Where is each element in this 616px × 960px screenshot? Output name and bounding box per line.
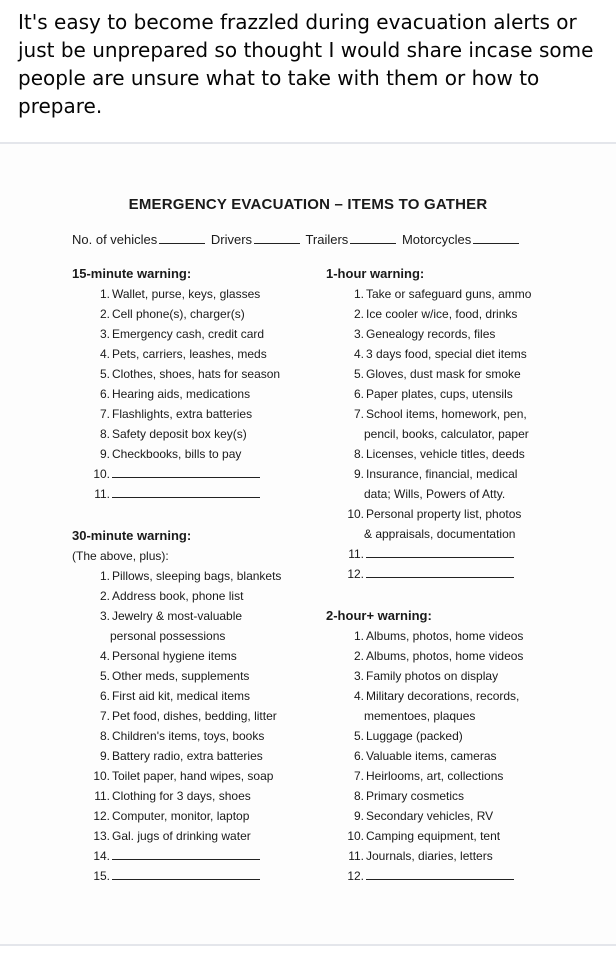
item-number: 11.	[348, 849, 364, 863]
item-number: 9.	[353, 809, 364, 823]
item-number: 4.	[99, 649, 110, 663]
item-number: 8.	[99, 427, 110, 441]
item-number: 3.	[353, 327, 364, 341]
divider	[0, 944, 616, 946]
item-number: 1.	[353, 287, 364, 301]
item-text: Personal hygiene items	[112, 649, 237, 663]
section-15-minute	[72, 264, 280, 504]
item-text: First aid kit, medical items	[112, 689, 251, 703]
item-text: Luggage (packed)	[366, 729, 463, 743]
item-text: Pets, carriers, leashes, meds	[112, 347, 267, 361]
list-item	[326, 686, 523, 706]
blank-line	[112, 485, 260, 498]
item-list	[326, 626, 523, 886]
list-item	[72, 484, 280, 504]
list-item	[72, 666, 281, 686]
evacuation-checklist-image	[0, 144, 616, 944]
item-number: 14.	[93, 849, 110, 863]
item-text: Gloves, dust mask for smoke	[366, 367, 521, 381]
item-number: 10.	[93, 467, 110, 481]
list-item	[326, 726, 523, 746]
list-item	[72, 364, 280, 384]
list-item	[326, 646, 523, 666]
list-item	[326, 806, 523, 826]
blank-line	[112, 847, 260, 860]
item-list	[72, 284, 280, 504]
vehicle-count-line	[72, 232, 521, 247]
list-item	[326, 826, 523, 846]
list-item	[326, 404, 531, 424]
item-text: Wallet, purse, keys, glasses	[112, 287, 261, 301]
item-list	[326, 284, 531, 584]
list-item	[72, 444, 280, 464]
list-item	[326, 544, 531, 564]
list-item	[72, 284, 280, 304]
list-item	[326, 344, 531, 364]
trailers-label: Trailers	[305, 232, 349, 247]
item-number: 4.	[353, 347, 364, 361]
item-text: Clothing for 3 days, shoes	[112, 789, 251, 803]
item-number: 5.	[353, 729, 364, 743]
blank-line	[112, 867, 260, 880]
list-item	[326, 626, 523, 646]
item-text: Insurance, financial, medical	[366, 467, 518, 481]
item-number: 9.	[99, 447, 110, 461]
item-number: 11.	[94, 789, 110, 803]
item-number: 2.	[99, 307, 110, 321]
section-title: 1-hour warning:	[326, 266, 425, 281]
item-text: Family photos on display	[366, 669, 499, 683]
drivers-blank	[254, 234, 300, 244]
item-text: Checkbooks, bills to pay	[112, 447, 242, 461]
item-text: Other meds, supplements	[112, 669, 250, 683]
blank-line	[366, 565, 514, 578]
item-number: 11.	[348, 547, 364, 561]
item-number: 1.	[99, 287, 110, 301]
item-number: 8.	[99, 729, 110, 743]
item-number: 13.	[93, 829, 110, 843]
item-number: 11.	[94, 487, 110, 501]
list-item	[72, 766, 281, 786]
list-item	[72, 746, 281, 766]
item-number: 7.	[353, 769, 364, 783]
list-item	[72, 324, 280, 344]
item-text-continued: mementoes, plaques	[364, 709, 476, 723]
item-text: Pet food, dishes, bedding, litter	[112, 709, 277, 723]
item-number: 4.	[353, 689, 364, 703]
blank-line	[366, 867, 514, 880]
section-subtitle: (The above, plus):	[72, 549, 169, 563]
document-title: EMERGENCY EVACUATION – ITEMS TO GATHER	[128, 196, 488, 213]
item-text: Genealogy records, files	[366, 327, 496, 341]
list-item	[72, 586, 281, 606]
item-text: School items, homework, pen,	[366, 407, 527, 421]
section-2-hour	[326, 606, 523, 886]
item-number: 1.	[99, 569, 110, 583]
motorcycles-label: Motorcycles	[401, 232, 472, 247]
item-text: Battery radio, extra batteries	[112, 749, 263, 763]
item-number: 3.	[99, 609, 110, 623]
item-text: Jewelry & most-valuable	[112, 609, 243, 623]
item-text: Cell phone(s), charger(s)	[112, 307, 245, 321]
item-number: 9.	[353, 467, 364, 481]
list-item	[72, 606, 281, 626]
item-number: 1.	[353, 629, 364, 643]
list-item	[72, 404, 280, 424]
item-text: Children's items, toys, books	[112, 729, 265, 743]
list-item	[326, 384, 531, 404]
list-item	[326, 444, 531, 464]
list-item	[326, 564, 531, 584]
item-text: Toilet paper, hand wipes, soap	[112, 769, 274, 783]
item-text: Valuable items, cameras	[366, 749, 497, 763]
item-text-continued: personal possessions	[110, 629, 226, 643]
item-text: Computer, monitor, laptop	[112, 809, 250, 823]
list-item	[326, 304, 531, 324]
trailers-blank	[350, 234, 396, 244]
item-text: Licenses, vehicle titles, deeds	[366, 447, 525, 461]
item-number: 2.	[99, 589, 110, 603]
list-item	[72, 686, 281, 706]
list-item	[72, 866, 281, 886]
item-text: Safety deposit box key(s)	[112, 427, 247, 441]
item-number: 6.	[353, 387, 364, 401]
item-number: 8.	[353, 789, 364, 803]
item-number: 2.	[353, 307, 364, 321]
list-item	[72, 786, 281, 806]
list-item	[326, 666, 523, 686]
list-item	[326, 284, 531, 304]
item-text: Address book, phone list	[112, 589, 244, 603]
item-number: 10.	[347, 829, 364, 843]
item-text: Paper plates, cups, utensils	[366, 387, 513, 401]
section-title: 2-hour+ warning:	[326, 608, 432, 623]
list-item	[72, 424, 280, 444]
vehicles-label: No. of vehicles	[72, 232, 158, 247]
list-item	[326, 504, 531, 524]
item-number: 7.	[353, 407, 364, 421]
list-item	[72, 846, 281, 866]
list-item	[72, 706, 281, 726]
blank-line	[366, 545, 514, 558]
item-number: 4.	[99, 347, 110, 361]
item-text-continued: & appraisals, documentation	[364, 527, 516, 541]
item-text: Military decorations, records,	[366, 689, 520, 703]
list-item	[72, 646, 281, 666]
item-text: Camping equipment, tent	[366, 829, 501, 843]
item-text: Take or safeguard guns, ammo	[366, 287, 532, 301]
item-number: 12.	[347, 567, 364, 581]
item-number: 9.	[99, 749, 110, 763]
list-item	[72, 464, 280, 484]
item-number: 12.	[93, 809, 110, 823]
section-title: 15-minute warning:	[72, 266, 192, 281]
item-number: 12.	[347, 869, 364, 883]
item-number: 10.	[347, 507, 364, 521]
section-1-hour	[326, 264, 531, 584]
item-text-continued: pencil, books, calculator, paper	[364, 427, 529, 441]
item-text-continued: data; Wills, Powers of Atty.	[364, 487, 506, 501]
list-item	[72, 726, 281, 746]
item-text: Heirlooms, art, collections	[366, 769, 504, 783]
list-item	[326, 464, 531, 484]
list-item	[326, 846, 523, 866]
item-number: 6.	[99, 689, 110, 703]
item-text: Clothes, shoes, hats for season	[112, 367, 281, 381]
item-text: Personal property list, photos	[366, 507, 522, 521]
list-item	[72, 806, 281, 826]
item-number: 5.	[353, 367, 364, 381]
item-number: 2.	[353, 649, 364, 663]
vehicles-blank	[159, 234, 205, 244]
list-item	[326, 766, 523, 786]
list-item	[326, 324, 531, 344]
item-text: Albums, photos, home videos	[366, 629, 524, 643]
item-number: 3.	[99, 327, 110, 341]
item-list	[72, 566, 281, 886]
blank-line	[112, 465, 260, 478]
list-item	[72, 384, 280, 404]
item-number: 10.	[93, 769, 110, 783]
item-text: Primary cosmetics	[366, 789, 465, 803]
motorcycles-blank	[473, 234, 519, 244]
item-text: Journals, diaries, letters	[366, 849, 493, 863]
list-item	[326, 746, 523, 766]
item-number: 15.	[93, 869, 110, 883]
drivers-label: Drivers	[210, 232, 253, 247]
list-item	[72, 566, 281, 586]
item-number: 8.	[353, 447, 364, 461]
list-item	[326, 866, 523, 886]
list-item	[72, 304, 280, 324]
item-text: Pillows, sleeping bags, blankets	[112, 569, 282, 583]
section-title: 30-minute warning:	[72, 528, 192, 543]
item-text: Emergency cash, credit card	[112, 327, 265, 341]
item-text: Flashlights, extra batteries	[112, 407, 253, 421]
item-text: 3 days food, special diet items	[366, 347, 527, 361]
post-text: It's easy to become frazzled during evacuation alerts or just be unprepared so thought I would share incase some people are unsure what to take with them or how to prepare.	[18, 10, 594, 118]
list-item	[72, 826, 281, 846]
item-text: Albums, photos, home videos	[366, 649, 524, 663]
item-number: 3.	[353, 669, 364, 683]
item-text: Hearing aids, medications	[112, 387, 251, 401]
item-number: 7.	[99, 709, 110, 723]
item-number: 7.	[99, 407, 110, 421]
item-text: Secondary vehicles, RV	[366, 809, 494, 823]
item-text: Ice cooler w/ice, food, drinks	[366, 307, 518, 321]
list-item	[326, 364, 531, 384]
item-number: 5.	[99, 669, 110, 683]
list-item	[326, 786, 523, 806]
item-text: Gal. jugs of drinking water	[112, 829, 251, 843]
item-number: 6.	[99, 387, 110, 401]
item-number: 5.	[99, 367, 110, 381]
list-item	[72, 344, 280, 364]
item-number: 6.	[353, 749, 364, 763]
section-30-minute	[72, 526, 281, 886]
